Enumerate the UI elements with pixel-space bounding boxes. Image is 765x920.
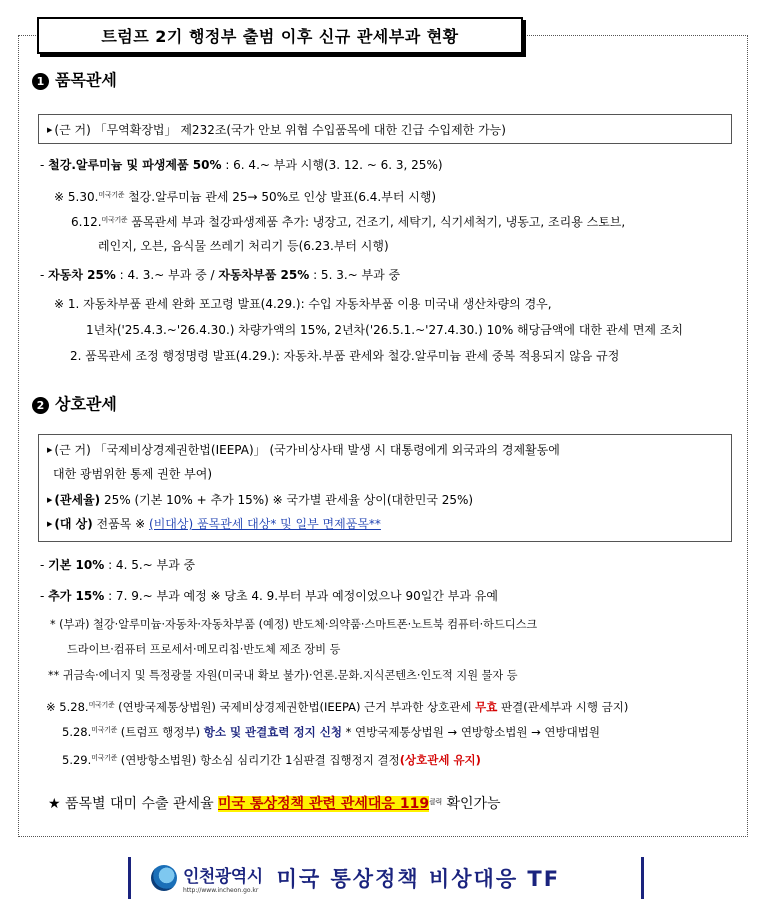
- auto-item: - 자동차 25% : 4. 3.~ 부과 중 / 자동차부품 25% : 5. 3.~ 부과 중: [40, 268, 401, 282]
- steel-note-2: 6.12.$^{미국기준}$ 품목관세 부과 철강파생제품 추가: 냉장고, 건조기, 세탁기, 식기세척기, 냉동고, 조리용 스토브,: [71, 215, 626, 229]
- tariff-guide-line: ★ 품목별 대미 수출 관세율 미국 통상정책 관련 관세대응 $119^{클릭}$ 확인가능: [48, 796, 501, 812]
- court-note-1: ※ 5.28.$^{미국기준}$ (연방국제통상법원) 국제비상경제권한법(IEEPA) 근거 부과한 상호관세 무효 판결(관세부과 시행 금지): [46, 700, 629, 714]
- footer-banner: [128, 857, 644, 899]
- tf-name: 미국 통상정책 비상대응 TF: [276, 867, 561, 891]
- exempt-items-link[interactable]: (비대상) 품목관세 대상* 및 일부 면제품목**: [149, 517, 381, 531]
- org-name: 인천광역시: [183, 867, 263, 887]
- section-2-heading: [32, 394, 117, 414]
- steel-note-1: ※ 5.30.$^{미국기준}$ 철강.알루미늄 관세 25→ 50%로 인상 발표(6.4.부터 시행): [54, 190, 437, 204]
- footnote-1-cont: 드라이브·컴퓨터 프로세서·메모리칩·반도체 제조 장비 등: [67, 643, 341, 656]
- basic-tariff-item: - 기본 10% : 4. 5.~ 부과 중: [40, 558, 196, 572]
- triangle-bullet-icon: ▶: [47, 446, 53, 454]
- auto-note-2: 2. 품목관세 조정 행정명령 발표(4.29.): 자동차.부품 관세와 철강.알루미늄 관세 중복 적용되지 않음 규정: [70, 349, 620, 363]
- section-number-badge: 2: [32, 397, 49, 414]
- target-row: ▶ (대 상) 전품목 ※ (비대상) 품목관세 대상* 및 일부 면제품목**: [47, 517, 381, 531]
- incheon-logo: [151, 862, 263, 894]
- auto-note-1-cont: 1년차('25.4.3.~'26.4.30.) 차량가액의 15%, 2년차('26.5.1.~'27.4.30.) 10% 해당금액에 대한 관세 면제 조치: [86, 323, 684, 337]
- footnote-2: ** 귀금속·에너지 및 특정광물 자원(미국내 확보 불가)·언론.문화.지식콘텐츠·인도적 지원 물자 등: [48, 669, 518, 682]
- footnote-1: * (부과) 철강·알루미늄·자동차·자동차부품 (예정) 반도체·의약품·스마트폰·노트북 컴퓨터·하드디스크: [50, 618, 538, 631]
- basis-row: ▶ (근 거) 「국제비상경제권한법(IEEPA)」 (국가비상사태 발생 시 대통령에게 외국과의 경제활동에: [47, 443, 560, 457]
- court-note-3: 5.29.$^{미국기준}$ (연방항소법원) 항소심 심리기간 1심판결 집행정지 결정(상호관세 유지): [62, 753, 481, 767]
- section-1-basis-box: [38, 114, 732, 144]
- triangle-bullet-icon: ▶: [47, 126, 53, 134]
- section-number-badge: 1: [32, 73, 49, 90]
- title-text: 트럼프 2기 행정부 출범 이후 신규 관세부과 현황: [101, 27, 459, 46]
- page-title: [37, 17, 523, 54]
- triangle-bullet-icon: ▶: [47, 496, 53, 504]
- steel-item: - 철강.알루미늄 및 파생제품 50% : 6. 4.~ 부과 시행(3. 12. ~ 6. 3, 25%): [40, 158, 443, 172]
- section-1-heading: [32, 70, 117, 90]
- basis-row: ▶ (근 거) 「무역확장법」 제232조(국가 안보 위협 수입품목에 대한 긴급 수입제한 가능): [47, 123, 506, 137]
- triangle-bullet-icon: ▶: [47, 520, 53, 528]
- org-url: http://www.incheon.go.kr: [183, 887, 259, 894]
- steel-note-2-cont: 레인지, 오븐, 음식물 쓰레기 처리기 등(6.23.부터 시행): [98, 239, 389, 253]
- auto-note-1: ※ 1. 자동차부품 관세 완화 포고령 발표(4.29.): 수입 자동차부품 이용 미국내 생산차량의 경우,: [54, 297, 552, 311]
- section-2-title: 상호관세: [55, 394, 117, 414]
- rate-row: ▶ (관세율) 25% (기본 10% + 추가 15%) ※ 국가별 관세율 상이(대한민국 25%): [47, 493, 474, 507]
- tariff-119-link[interactable]: 미국 통상정책 관련 관세대응 119: [218, 796, 430, 812]
- court-note-2: 5.28.$^{미국기준}$ (트럼프 행정부) 항소 및 관결효력 정지 신청 * 연방국제통상법원 → 연방항소법원 → 연방대법원: [62, 725, 600, 739]
- extra-tariff-item: - 추가 15% : 7. 9.~ 부과 예정 ※ 당초 4. 9.부터 부과 예정이었으나 90일간 부과 유예: [40, 589, 498, 603]
- section-2-basis-box: [38, 434, 732, 542]
- incheon-emblem-icon: [151, 865, 177, 891]
- section-1-title: 품목관세: [55, 70, 117, 90]
- basis-row-cont: 대한 광범위한 통제 권한 부여): [53, 467, 213, 481]
